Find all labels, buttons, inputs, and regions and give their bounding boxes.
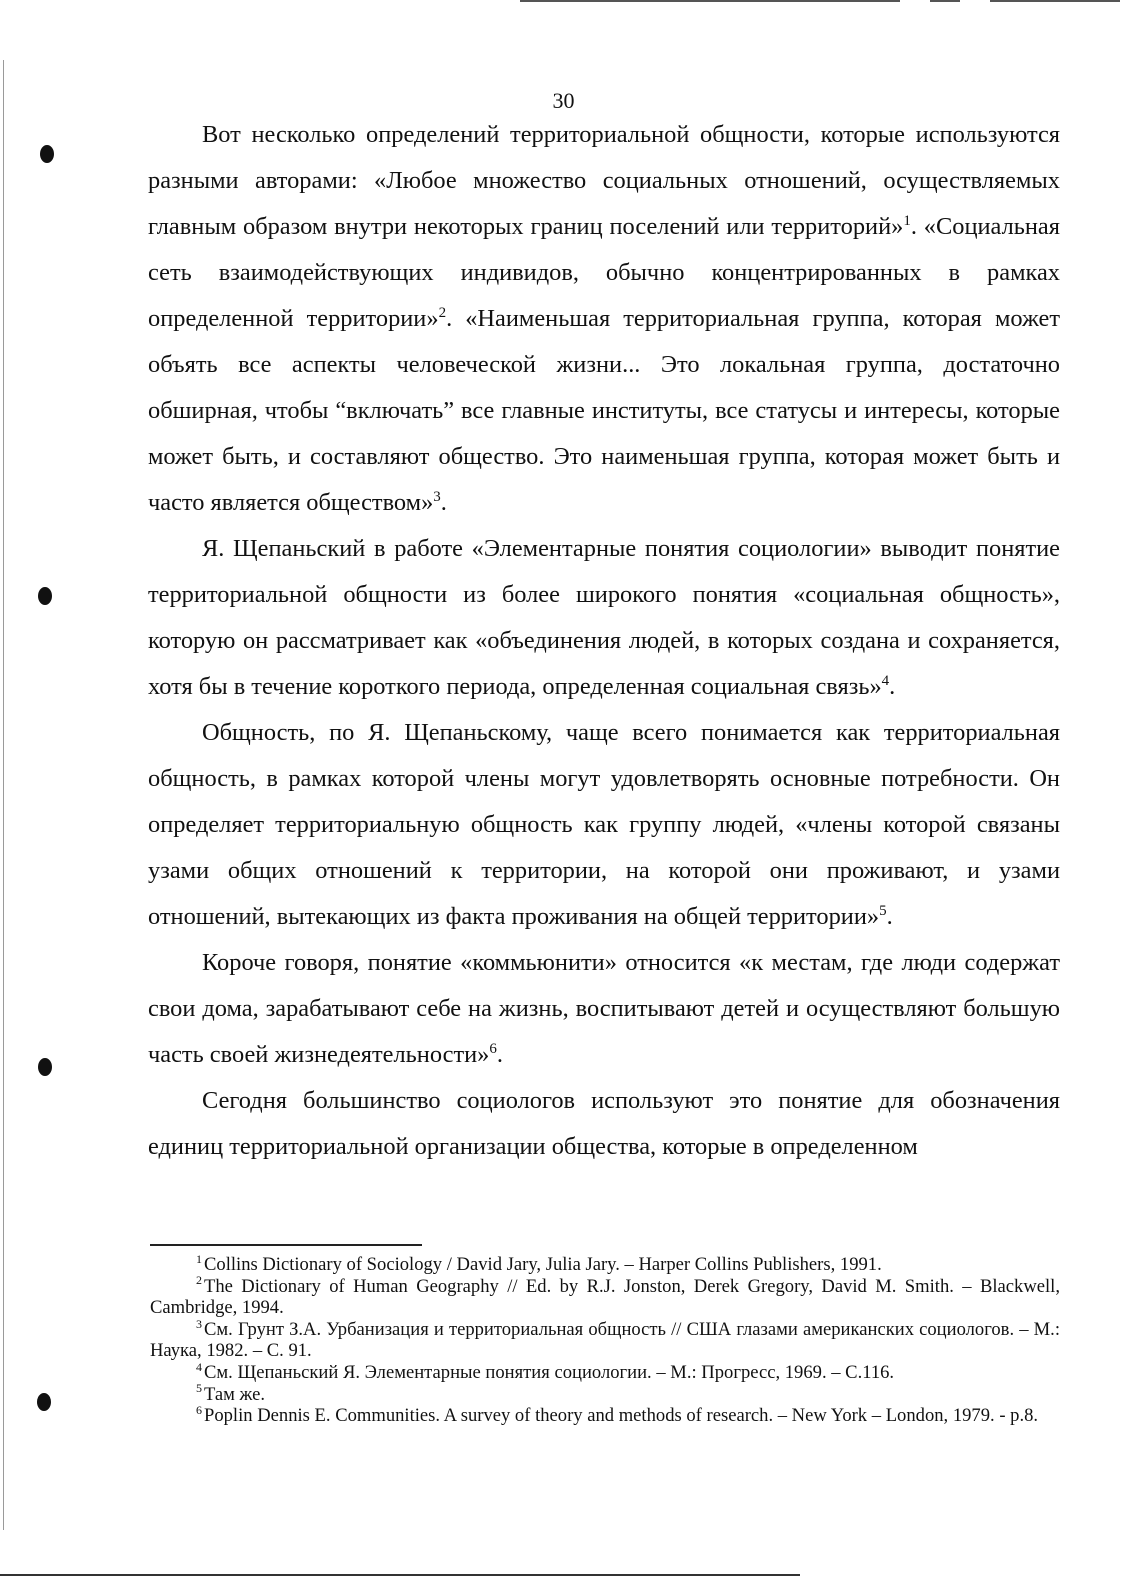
scan-edge-bottom (0, 1574, 800, 1576)
footnote-ref-1: 1 (903, 212, 911, 229)
footnote-4: $^4$ См. Щепаньский Я. Элементарные понятия социологии. – М.: Прогресс, 1969. – С.116. (196, 1359, 895, 1383)
paragraph-3: Общность, по Я. Щепаньскому, чаще всего понимается как территориальная общность, в рамках которой члены могут удовлетворять основные потребности. Он определяет территориальную общность как группу людей, «члены которой связаны узами общих отношений к территории, на которой они проживают, и узами отношений, вытекающих из факта проживания на общей территории»$^5$. (148, 719, 1060, 930)
scan-left-edge (3, 60, 4, 1530)
paragraph-2: Я. Щепаньский в работе «Элементарные понятия социологии» выводит понятие территориальной общности из более широкого понятия «социальная общность», которую он рассматривает как «объединения людей, в которых создана и сохраняется, хотя бы в течение короткого периода, определенная социальная связь»$^4$. (148, 535, 1060, 700)
paragraph-1: Вот несколько определений территориальной общности, которые используются разными авторами: «Любое множество социальных отношений, осуществляемых главным образом внутри некоторых границ поселений или территорий»$^1$. «Социальная сеть взаимодействующих индивидов, обычно концентрированных в рамках определенной территории»$^2$. «Наименьшая территориальная группа, которая может объять все аспекты человеческой жизни... Это локальная группа, достаточно обширная, чтобы “включать” все главные институты, все статусы и интересы, которые может быть, и составляют общество. Это наименьшая группа, которая может быть и часто является обществом»$^3$. (148, 121, 1060, 516)
main-text (148, 112, 1060, 1170)
footnote-ref-3: 3 (433, 488, 441, 505)
footnote-separator (150, 1244, 422, 1246)
page-number: 30 (552, 88, 575, 113)
scan-edge-top-far-right (990, 0, 1120, 2)
footnote-5: $^5$ Там же. (196, 1381, 266, 1405)
footnote-ref-2: 2 (438, 304, 447, 321)
footnote-6: $^6$ Poplin Dennis E. Communities. A survey of theory and methods of research. – New York – London, 1979. - p.8. (196, 1402, 1039, 1427)
binding-hole-1 (40, 145, 54, 163)
binding-hole-4 (37, 1393, 51, 1411)
paragraph-5: Сегодня большинство социологов используют это понятие для обозначения единиц территориальной организации общества, которые в определенном (148, 1087, 1060, 1160)
footnote-ref-5: 5 (879, 902, 887, 919)
binding-hole-2 (38, 587, 52, 605)
binding-hole-3 (38, 1058, 52, 1076)
footnote-3: $^3$ См. Грунт З.А. Урбанизация и территориальная общность // США глазами американских социологов. – М.: Наука, 1982. – С. 91. (150, 1316, 1060, 1362)
footnotes (150, 1251, 1060, 1427)
footnote-2: $^2$ The Dictionary of Human Geography // Ed. by R.J. Jonston, Derek Gregory, David M. Smith. – Blackwell, Cambridge, 1994. (150, 1273, 1060, 1319)
scan-edge-top (520, 0, 900, 2)
footnote-ref-6: 6 (489, 1040, 497, 1057)
paragraph-4: Короче говоря, понятие «коммьюнити» относится «к местам, где люди содержат свои дома, зарабатывают себе на жизнь, воспитывают детей и осуществляют большую часть своей жизнедеятельности»$^6$. (148, 949, 1060, 1068)
scan-edge-top-right (930, 0, 960, 2)
footnote-ref-4: 4 (881, 672, 890, 689)
footnote-1: $^1$ Collins Dictionary of Sociology / David Jary, Julia Jary. – Harper Collins Publishers, 1991. (196, 1251, 882, 1275)
